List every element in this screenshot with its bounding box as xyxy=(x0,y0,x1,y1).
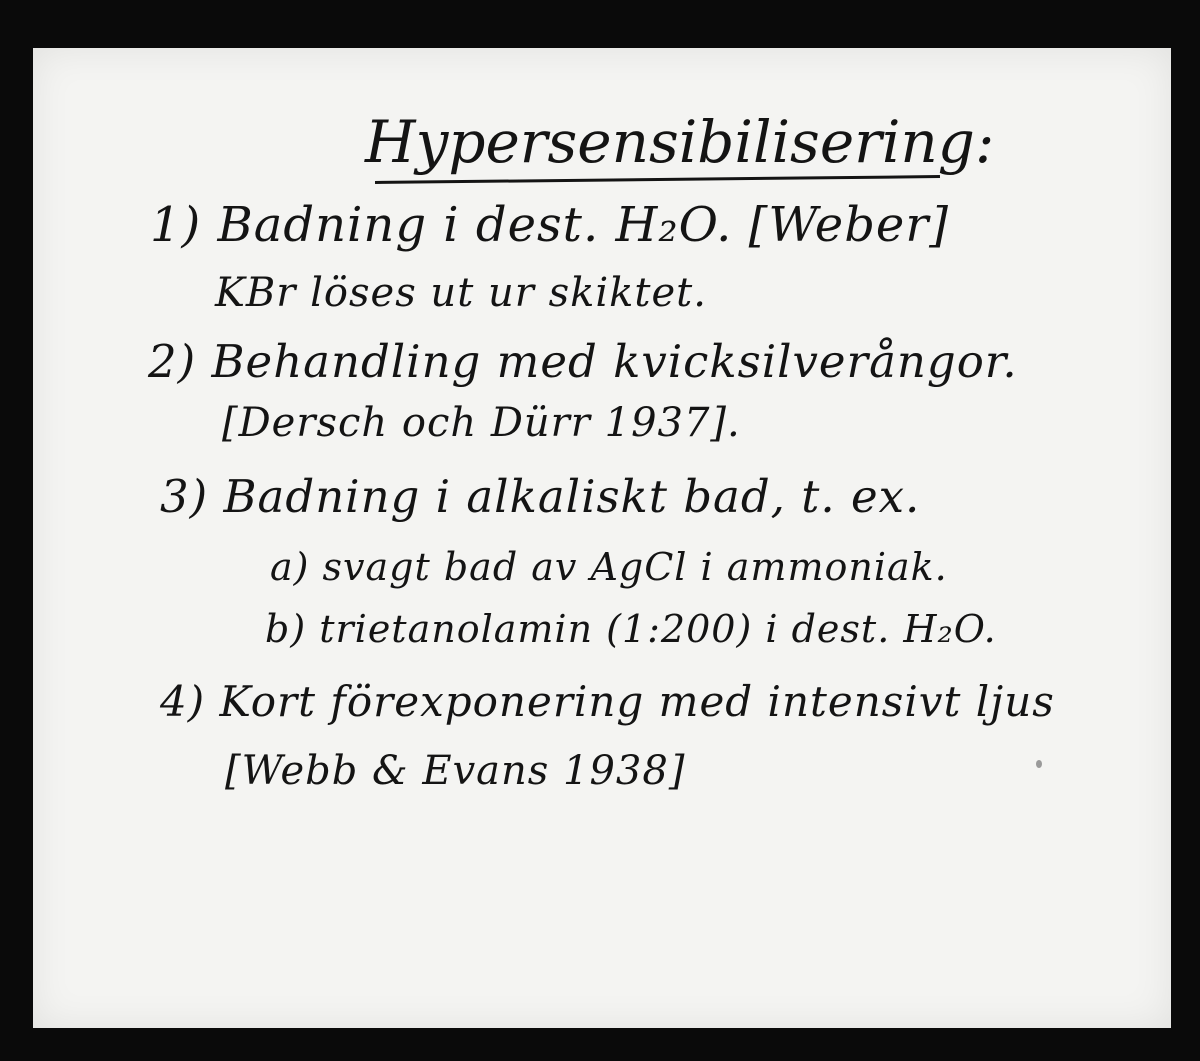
line-6: a) svagt bad av AgCl i ammoniak. xyxy=(270,545,948,589)
line-3: 2) Behandling med kvicksilverångor. xyxy=(148,335,1018,388)
line-8: 4) Kort förexponering med intensivt ljus xyxy=(160,677,1055,726)
line-7: b) trietanolamin (1:200) i dest. H₂O. xyxy=(265,607,997,651)
line-2: KBr löses ut ur skiktet. xyxy=(215,270,707,316)
dust-speck xyxy=(1036,760,1042,768)
slide-card xyxy=(33,48,1171,1028)
slide-title: Hypersensibilisering: xyxy=(365,108,995,176)
line-9: [Webb & Evans 1938] xyxy=(225,748,686,794)
line-5: 3) Badning i alkaliskt bad, t. ex. xyxy=(160,470,921,523)
line-1: 1) Badning i dest. H₂O. [Weber] xyxy=(150,197,949,253)
line-4: [Dersch och Dürr 1937]. xyxy=(222,400,741,446)
